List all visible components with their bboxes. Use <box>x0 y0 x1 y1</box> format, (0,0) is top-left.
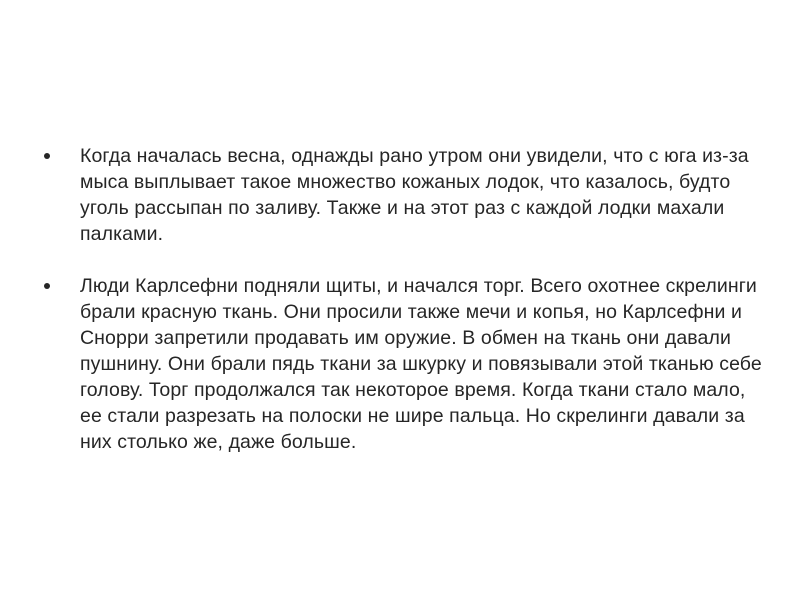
bullet-text: Когда началась весна, однажды рано утром они увидели, что с юга из-за мыса выплывает такое множество кожаных лодок, что казалось, будто уголь рассыпан по заливу. Также и на этот раз с каждой лодки махали палками. <box>80 145 749 245</box>
bullet-text: Люди Карлсефни подняли щиты, и начался торг. Всего охотнее скрелинги брали красную ткань. Они просили также мечи и копья, но Карлсефни и Снорри запретили продавать им оружие. В обмен на ткань они давали пушнину. Они брали пядь ткани за шкурку и повязывали этой тканью себе голову. Торг продолжался так некоторое время. Когда ткани стало мало, ее стали разрезать на полоски не шире пальца. Но скрелинги давали за них столько же, даже больше. <box>80 275 762 453</box>
bullet-dot-icon <box>44 283 50 289</box>
bullet-item <box>44 143 772 247</box>
bullet-dot-icon <box>44 153 50 159</box>
bullet-item <box>44 273 772 455</box>
bullet-list <box>44 143 772 455</box>
